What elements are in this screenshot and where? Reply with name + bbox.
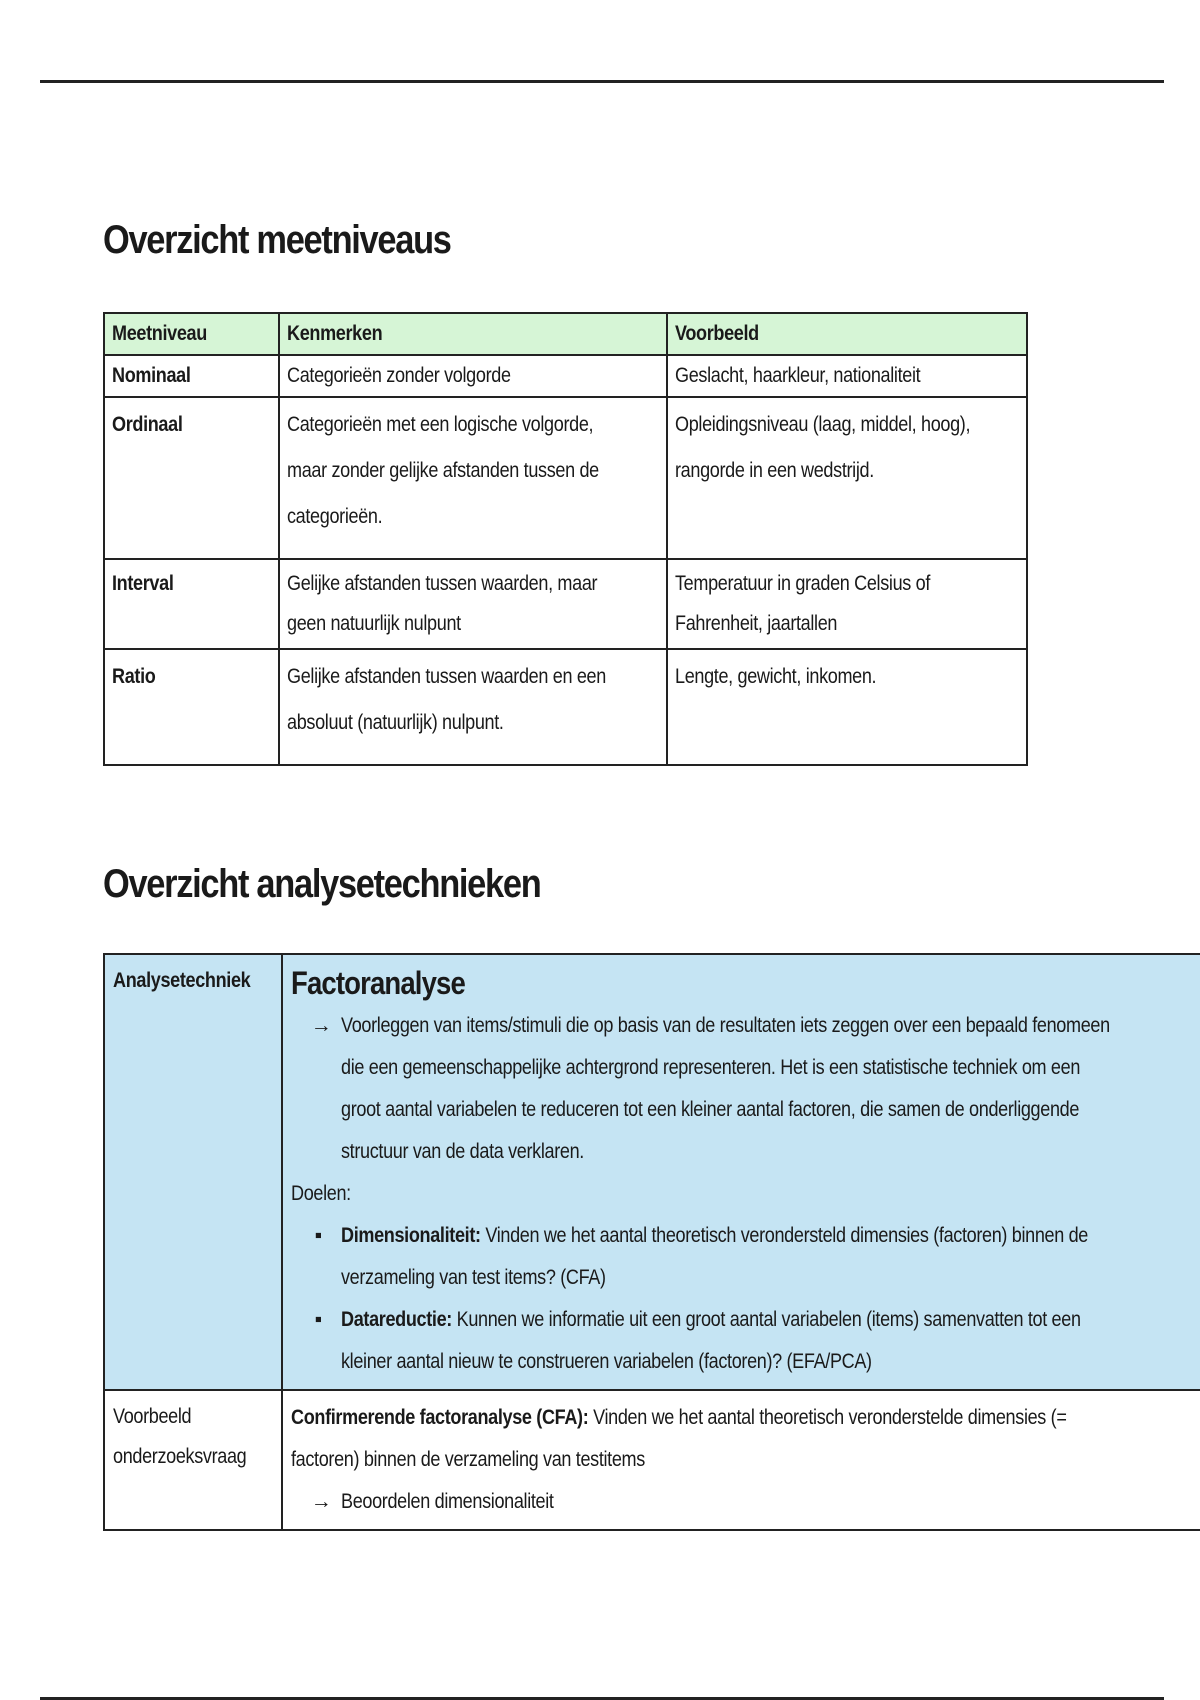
goals-label: Doelen: bbox=[290, 1182, 351, 1205]
table-header-row bbox=[104, 313, 1027, 355]
goal-item-datareductie: ▪ Datareductie: Kunnen we informatie uit een groot aantal variabelen (items) samenvatten tot een kleiner aantal nieuw te construeren variabelen (factoren)? (EFA/PCA) bbox=[291, 1299, 1200, 1383]
technique-content-cell bbox=[282, 954, 1200, 1390]
section-title-meetniveaus: Overzicht meetniveaus bbox=[103, 218, 451, 262]
arrow-right-icon: → bbox=[310, 1014, 332, 1037]
table-row-nominaal bbox=[104, 355, 1027, 397]
features-cell: Gelijke afstanden tussen waarden en een absoluut (natuurlijk) nulpunt. bbox=[279, 649, 667, 765]
example-question: Confirmerende factoranalyse (CFA): Vinden we het aantal theoretisch veronderstelde dimensies (= factoren) binnen de verzameling van testitems bbox=[290, 1406, 1067, 1471]
analyse-table bbox=[103, 953, 1200, 1531]
example-conclusion: → Beoordelen dimensionaliteit bbox=[291, 1481, 1200, 1523]
level-cell: Ordinaal bbox=[104, 397, 279, 559]
example-cell: Geslacht, haarkleur, nationaliteit bbox=[667, 355, 1027, 397]
level-cell: Nominaal bbox=[104, 355, 279, 397]
table-row-ratio bbox=[104, 649, 1027, 765]
technique-description: → Voorleggen van items/stimuli die op basis van de resultaten iets zeggen over een bepaald fenomeen die een gemeenschappelijke achtergrond representeren. Het is een statistische techniek om een groot aantal variabelen te reduceren tot een kleiner aantal factoren, die samen de onderliggende structuur van de data verklaren. bbox=[291, 1005, 1200, 1173]
arrow-right-icon: → bbox=[310, 1490, 332, 1513]
example-cell: Temperatuur in graden Celsius of Fahrenheit, jaartallen bbox=[667, 559, 1027, 649]
table-row-ordinaal bbox=[104, 397, 1027, 559]
goal-item-dimensionaliteit: ▪ Dimensionaliteit: Vinden we het aantal theoretisch verondersteld dimensies (factoren) binnen de verzameling van test items? (CFA) bbox=[291, 1215, 1200, 1299]
example-cell: Lengte, gewicht, inkomen. bbox=[667, 649, 1027, 765]
technique-name: Factoranalyse bbox=[290, 965, 465, 1001]
example-cell: Opleidingsniveau (laag, middel, hoog), rangorde in een wedstrijd. bbox=[667, 397, 1027, 559]
technique-label-cell: Analysetechniek bbox=[104, 954, 282, 1390]
section-title-analysetechnieken: Overzicht analysetechnieken bbox=[103, 862, 541, 906]
header-kenmerken: Kenmerken bbox=[279, 313, 667, 355]
level-cell: Ratio bbox=[104, 649, 279, 765]
level-cell: Interval bbox=[104, 559, 279, 649]
table-row-interval bbox=[104, 559, 1027, 649]
features-cell: Gelijke afstanden tussen waarden, maar geen natuurlijk nulpunt bbox=[279, 559, 667, 649]
technique-row bbox=[104, 954, 1200, 1390]
example-content-cell bbox=[282, 1390, 1200, 1530]
header-meetniveau: Meetniveau bbox=[104, 313, 279, 355]
features-cell: Categorieën met een logische volgorde, maar zonder gelijke afstanden tussen de categorieën. bbox=[279, 397, 667, 559]
top-rule bbox=[40, 80, 1164, 83]
example-label-cell: Voorbeeld onderzoeksvraag bbox=[104, 1390, 282, 1530]
features-cell: Categorieën zonder volgorde bbox=[279, 355, 667, 397]
meetniveau-table bbox=[103, 312, 1028, 766]
bullet-icon: ▪ bbox=[314, 1224, 322, 1247]
bullet-icon: ▪ bbox=[314, 1308, 322, 1331]
header-voorbeeld: Voorbeeld bbox=[667, 313, 1027, 355]
example-row bbox=[104, 1390, 1200, 1530]
